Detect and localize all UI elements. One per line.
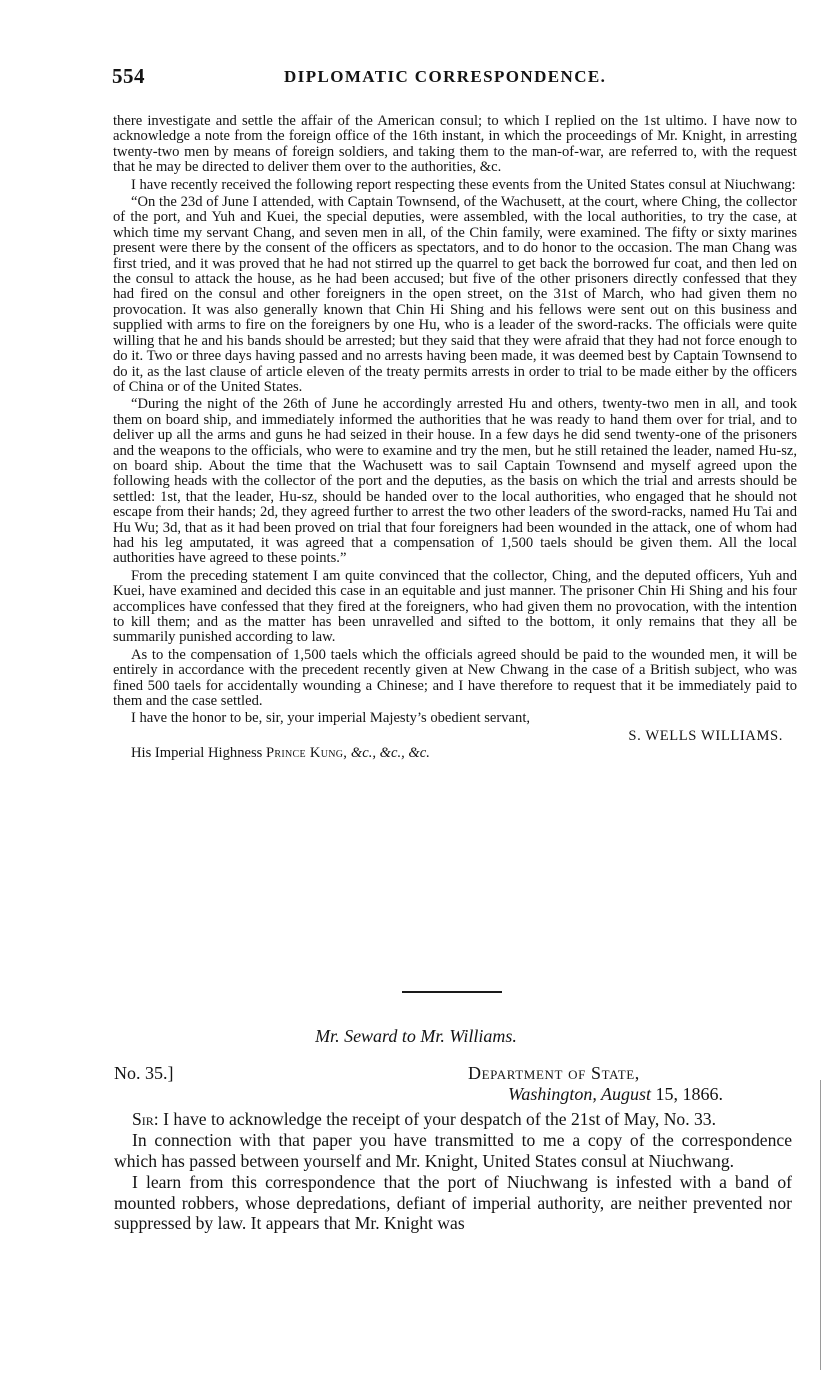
closing-line: I have the honor to be, sir, your imperial Majesty’s obedient servant, [131, 710, 531, 727]
paragraph-conclusion: From the preceding statement I am quite convinced that the collector, Ching, and the deputed officers, Yuh and Kuei, have examined and decided this case in an equitable and just manner. The prisoner Chin Hi Shing and his four accomplices have confessed that they fired at the foreigners, who had given them no provocation, with the intention to kill them; and as the matter has been unravelled and sifted to the bottom, it only remains that they all be summarily punished according to law. [113, 567, 797, 646]
paragraph-quote-trial: “On the 23d of June I attended, with Captain Townsend, of the Wachusett, at the court, where Ching, the collector of the port, and Yuh and Kuei, the special deputies, were assembled, with the local authorities, to try the case, at which time my servant Chang, and seven men in all, of the Chin family, were examined. The fifty or sixty marines present were there by the consent of the officers as spectators, and to do honor to the occasion. The man Chang was first tried, and it was proved that he had not stirred up the quarrel to get back the borrowed fur coat, and then led on the consul to attack the house, as he had been accused; but five of the other prisoners directly confessed that they had fired on the consul and other foreigners in the open street, on the 31st of March, who had given them no provocation. It was also generally known that Chin Hi Shing and his fellows were sent out on this business and supplied with arms to fire on the foreigners by one Hu, who is a leader of the sword-racks. The officials were quite willing that he and his bands should be arrested; but they said that they were afraid that they had not force enough to do it. Two or three days having passed and no arrests having been made, it was deemed best by Captain Townsend to do it, as the last clause of article eleven of the treaty permits arrests in order to trial to be made either by the officers of China or of the United States. [113, 194, 797, 395]
paragraph-continuation: there investigate and settle the affair of the American consul; to which I replied on the 1st ultimo. I have now to acknowledge a note from the foreign office of the 16th instant, in which the proceedings of Mr. Knight, in arresting twenty-two men by means of foreign soldiers, and taking them to the man-of-war, are referred to, with the request that he may be directed to deliver them over to the authorities, &c. [113, 113, 797, 176]
paragraph-robbers: I learn from this correspondence that the port of Niuchwang is infested with a band of mounted robbers, whose depredations, defiant of imperial authority, are neither prevented nor suppressed by law. It appears that Mr. Knight was [114, 1172, 792, 1234]
signature: S. WELLS WILLIAMS. [628, 727, 783, 744]
paragraph-quote-arrests: “During the night of the 26th of June he accordingly arrested Hu and others, twenty-two men in all, and took them on board ship, and immediately informed the authorities that he was ready to hand them over for trial, and to deliver up all the arms and guns he had seized in their house. In a few days he did send twenty-one of the prisoners and the weapons to the officials, who were to examine and try the men, but he still retained the leader, named Hu-sz, on board ship. About the time that the Wachusett was to sail Captain Townsend and myself agreed upon the following heads with the collector of the port and the deputies, as the basis on which the trial and arrests should be settled: 1st, that the leader, Hu-sz, should be handed over to the local authorities, who engaged that he should not escape from their hands; 2d, they agreed further to arrest the two other leaders of the sword-racks, named Hu Tai and Hu Wu; 3d, that as it had been proved on trial that four foreigners had been wounded in the attack, one of whom had had his leg amputated, it was agreed that a compensation of 1,500 taels should be given them. All the local authorities have agreed to these points.” [113, 396, 797, 567]
addressee-prefix: His Imperial Highness [131, 745, 263, 762]
paragraph-report-intro: I have recently received the following report respecting these events from the United States consul at Niuchwang: [131, 176, 796, 193]
running-title: DIPLOMATIC CORRESPONDENCE. [284, 67, 607, 86]
signature-block [113, 711, 797, 761]
addressee [113, 746, 797, 761]
scan-margin-line [820, 1080, 821, 1370]
paragraph-acknowledgement-text: I have to acknowledge the receipt of your despatch of the 21st of May, No. 33. [163, 1109, 716, 1129]
addressee-name: Prince Kung, [265, 745, 348, 762]
section-divider [402, 991, 502, 993]
letter-title: Mr. Seward to Mr. Williams. [315, 1026, 517, 1046]
paragraph-compensation: As to the compensation of 1,500 taels which the officials agreed should be paid to the wounded men, it will be entirely in accordance with the precedent recently given at New Chwang in the case of a British subject, who was fined 500 taels for accidentally wounding a Chinese; and I have therefore to request that it be immediately paid to them and the case settled. [113, 646, 797, 710]
salutation: Sir: [132, 1109, 159, 1129]
dateline-place: Washington, August [508, 1084, 652, 1104]
dateline [508, 1084, 723, 1105]
despatch-number: No. 35.] [114, 1063, 174, 1083]
page-number: 554 [112, 64, 145, 88]
paragraph-acknowledgement [114, 1109, 792, 1129]
letter-williams-to-kung [113, 114, 797, 764]
letter-seward-to-williams [114, 1109, 792, 1234]
department-heading: Department of State, [468, 1063, 640, 1083]
addressee-suffix: &c., &c., &c. [350, 745, 430, 762]
page-header [112, 64, 792, 94]
dateline-date: 15, 1866. [655, 1084, 724, 1104]
paragraph-correspondence: In connection with that paper you have transmitted to me a copy of the correspondence which has passed between yourself and Mr. Knight, United States consul at Niuchwang. [114, 1130, 792, 1171]
